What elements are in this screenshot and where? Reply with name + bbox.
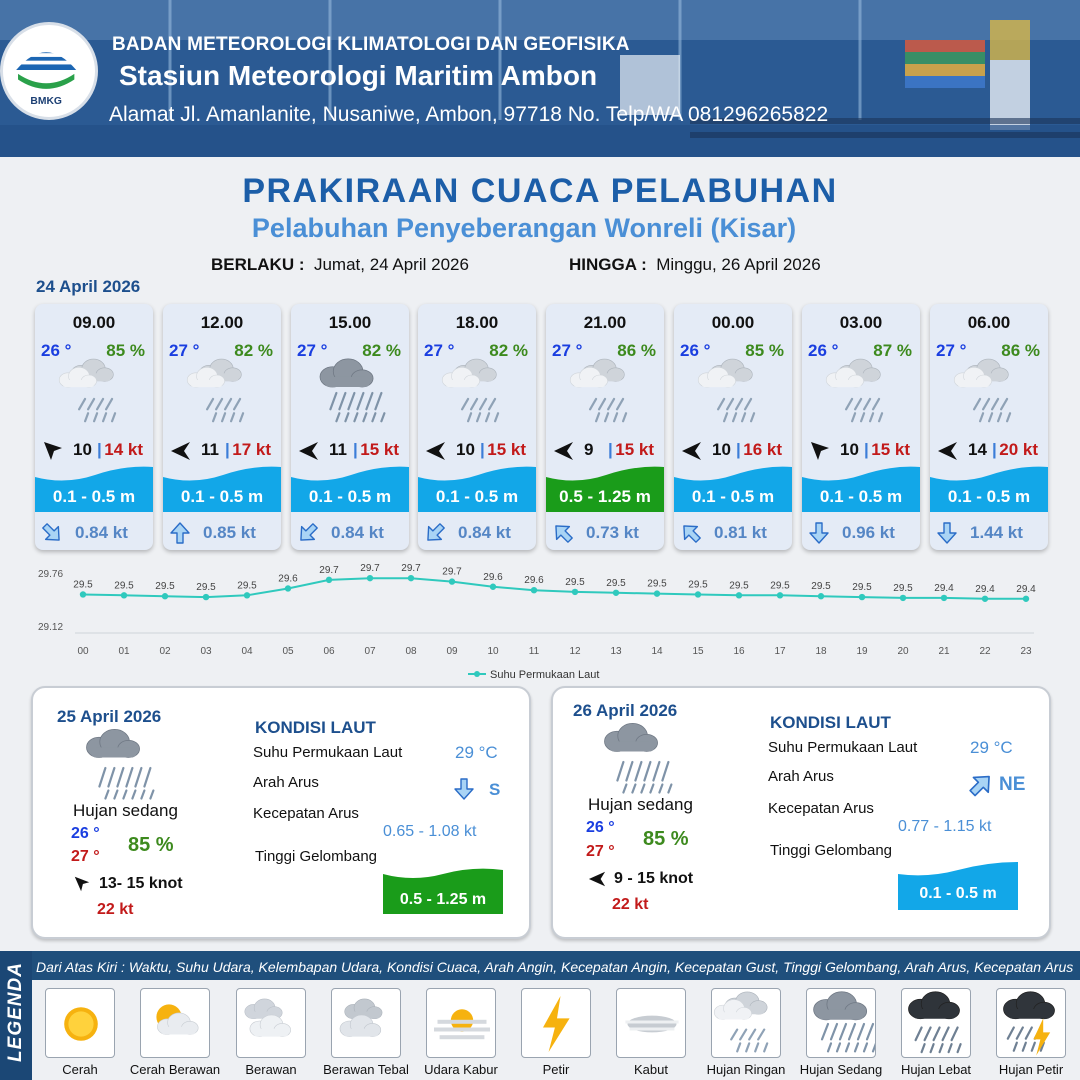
card-current-speed: 1.44 kt <box>970 523 1023 542</box>
x-tick-label: 13 <box>610 646 622 657</box>
card-wind <box>550 440 664 462</box>
legend-item-fog-icon <box>616 988 686 1058</box>
card-time: 00.00 <box>711 313 755 332</box>
wind-direction-icon <box>426 441 446 461</box>
rain-heavy-icon <box>902 989 971 1058</box>
data-point <box>203 594 209 600</box>
data-label: 29.7 <box>442 566 462 578</box>
card-wave-height: 0.1 - 0.5 m <box>435 487 519 506</box>
day3-wave-label: Tinggi Gelombang <box>770 842 893 859</box>
current-direction-icon <box>41 522 63 544</box>
card-wind-speed: 11 <box>201 440 219 459</box>
legend-item-label: Berawan <box>245 1062 297 1077</box>
day2-weather-icon <box>79 726 167 810</box>
card-wave-height: 0.5 - 1.25 m <box>559 487 651 506</box>
x-tick-label: 03 <box>200 646 212 657</box>
day3-temp-min: 26 ° <box>586 819 615 836</box>
card-humidity: 82 % <box>234 341 273 360</box>
data-point <box>121 592 127 598</box>
logo-text: BMKG <box>30 95 62 107</box>
day3-weather-icon <box>597 720 685 804</box>
card-separator: | <box>864 440 869 459</box>
data-label: 29.6 <box>524 575 544 587</box>
x-tick-label: 17 <box>774 646 786 657</box>
day3-current-speed-label: Kecepatan Arus <box>768 800 874 817</box>
day2-temp-max: 27 ° <box>71 848 100 865</box>
data-point <box>736 592 742 598</box>
x-tick-label: 08 <box>405 646 417 657</box>
day3-date: 26 April 2026 <box>573 701 678 720</box>
card-wind-speed: 11 <box>329 440 347 459</box>
card-gust: 15 kt <box>360 440 399 459</box>
day2-temp-min: 26 ° <box>71 825 100 842</box>
data-point <box>613 590 619 596</box>
current-direction-icon <box>936 522 958 544</box>
current-direction-icon <box>808 522 830 544</box>
card-temperature: 26 ° <box>680 341 711 360</box>
card-gust: 16 kt <box>743 440 782 459</box>
data-point <box>408 575 414 581</box>
card-temperature: 27 ° <box>169 341 200 360</box>
card-wave-height: 0.1 - 0.5 m <box>691 487 775 506</box>
card-wind-speed: 10 <box>73 440 92 459</box>
day3-gust: 22 kt <box>612 896 649 913</box>
data-point <box>367 575 373 581</box>
org-name: BADAN METEOROLOGI KLIMATOLOGI DAN GEOFISIKA <box>112 34 630 55</box>
card-current-speed: 0.84 kt <box>458 523 511 542</box>
page-title: PRAKIRAAN CUACA PELABUHAN <box>242 172 838 210</box>
card-wind <box>39 440 153 462</box>
card-current <box>546 516 664 550</box>
card-current <box>674 516 792 550</box>
sea-surface-temp-chart <box>30 560 1050 685</box>
card-wave-height: 0.1 - 0.5 m <box>52 487 136 506</box>
legend-item-label: Hujan Lebat <box>900 1062 972 1077</box>
rain-light-icon <box>952 356 1030 430</box>
forecast-card <box>802 304 920 550</box>
card-current <box>930 516 1048 550</box>
card-separator: | <box>736 440 741 459</box>
legend-item-label: Kabut <box>634 1062 668 1077</box>
day2-wave-label: Tinggi Gelombang <box>255 848 378 865</box>
x-tick-label: 20 <box>897 646 909 657</box>
legend-item-thunderstorm-icon <box>996 988 1066 1058</box>
day3-panel <box>551 686 1051 939</box>
card-gust: 14 kt <box>104 440 143 459</box>
card-separator: | <box>97 440 102 459</box>
x-tick-label: 01 <box>118 646 130 657</box>
card-separator: | <box>225 440 230 459</box>
day2-current-dir: S <box>489 780 501 799</box>
day3-sst-value: 29 °C <box>970 738 1013 757</box>
day3-wave-height: 0.1 - 0.5 m <box>919 885 997 902</box>
card-temperature: 27 ° <box>552 341 583 360</box>
data-label: 29.5 <box>770 580 790 592</box>
data-point <box>285 585 291 591</box>
x-tick-label: 16 <box>733 646 745 657</box>
current-direction-icon <box>552 522 574 544</box>
x-tick-label: 21 <box>938 646 950 657</box>
card-wind-speed: 10 <box>712 440 731 459</box>
card-time: 15.00 <box>328 313 372 332</box>
data-label: 29.5 <box>73 579 93 591</box>
wind-direction-icon <box>810 441 830 461</box>
station-name: Stasiun Meteorologi Maritim Ambon <box>119 60 598 91</box>
card-current-speed: 0.84 kt <box>331 523 384 542</box>
card-temperature: 27 ° <box>936 341 967 360</box>
data-label: 29.6 <box>278 573 298 585</box>
legend-series-name: Suhu Permukaan Laut <box>490 669 600 681</box>
day3-wind-speed: 9 - 15 knot <box>614 870 694 887</box>
sun-icon <box>46 989 115 1058</box>
card-current <box>418 516 536 550</box>
y-tick-label: 29.76 <box>38 569 64 580</box>
day3-wind-arrow-icon <box>588 870 606 888</box>
valid-to-label: HINGGA : <box>569 255 647 274</box>
x-tick-label: 05 <box>282 646 294 657</box>
card-gust: 15 kt <box>487 440 526 459</box>
rain-light-icon <box>57 356 135 430</box>
card-humidity: 86 % <box>1001 341 1040 360</box>
data-point <box>818 593 824 599</box>
wind-direction-icon <box>171 441 191 461</box>
forecast-card <box>291 304 409 550</box>
data-point <box>982 596 988 602</box>
day3-current-dir: NE <box>999 774 1026 795</box>
day3-sst-label: Suhu Permukaan Laut <box>768 739 918 756</box>
data-point <box>654 590 660 596</box>
card-current-speed: 0.81 kt <box>714 523 767 542</box>
day3-current-speed: 0.77 - 1.15 kt <box>898 818 992 835</box>
card-separator: | <box>353 440 358 459</box>
legend-item-label: Cerah <box>62 1062 98 1077</box>
rain-light-icon <box>696 356 774 430</box>
forecast-card <box>418 304 536 550</box>
day2-sst-value: 29 °C <box>455 743 498 762</box>
legend-item-label: Udara Kabur <box>424 1062 498 1077</box>
x-tick-label: 06 <box>323 646 335 657</box>
day2-current-dir-label: Arah Arus <box>253 774 319 791</box>
legend-item-sun-cloud-icon <box>140 988 210 1058</box>
valid-from <box>211 255 469 275</box>
legend-description: Dari Atas Kiri : Waktu, Suhu Udara, Kelembapan Udara, Kondisi Cuaca, Arah Angin, Kecepatan Angin, Kecepatan Gust, Tinggi Gelombang, Arah Arus, Kecepatan Arus <box>36 959 1074 975</box>
day2-panel <box>31 686 531 939</box>
day3-sea-title: KONDISI LAUT <box>770 713 891 732</box>
card-gust: 17 kt <box>232 440 271 459</box>
card-current-speed: 0.96 kt <box>842 523 895 542</box>
day2-current-speed-label: Kecepatan Arus <box>253 805 359 822</box>
data-label: 29.5 <box>893 582 913 594</box>
card-humidity: 85 % <box>106 341 145 360</box>
card-current-speed: 0.85 kt <box>203 523 256 542</box>
data-label: 29.7 <box>401 563 421 575</box>
cloudy-icon <box>237 989 306 1058</box>
x-tick-label: 09 <box>446 646 458 657</box>
day2-sea-title: KONDISI LAUT <box>255 718 376 737</box>
x-tick-label: 22 <box>979 646 991 657</box>
valid-from-value: Jumat, 24 April 2026 <box>313 255 469 274</box>
data-point <box>695 591 701 597</box>
day1-date: 24 April 2026 <box>36 277 141 296</box>
day2-wind-arrow-icon <box>73 875 91 893</box>
lightning-icon <box>522 989 591 1058</box>
series-line <box>83 578 1026 599</box>
legend-item-haze-icon <box>426 988 496 1058</box>
day2-current-speed: 0.65 - 1.08 kt <box>383 823 477 840</box>
day2-wind-speed: 13- 15 knot <box>99 875 183 892</box>
card-time: 12.00 <box>200 313 244 332</box>
card-wind <box>934 440 1048 462</box>
data-point <box>1023 596 1029 602</box>
card-temperature: 27 ° <box>424 341 455 360</box>
x-tick-label: 10 <box>487 646 499 657</box>
card-wave-height: 0.1 - 0.5 m <box>308 487 392 506</box>
card-time: 06.00 <box>967 313 1011 332</box>
forecast-card <box>546 304 664 550</box>
legend-item-label: Berawan Tebal <box>323 1062 409 1077</box>
card-wind-speed: 14 <box>968 440 987 459</box>
x-tick-label: 15 <box>692 646 704 657</box>
legend-item-label: Hujan Ringan <box>706 1062 786 1077</box>
legend-side <box>0 951 32 1080</box>
card-current-speed: 0.84 kt <box>75 523 128 542</box>
wind-direction-icon <box>554 441 574 461</box>
x-tick-label: 19 <box>856 646 868 657</box>
card-time: 09.00 <box>72 313 116 332</box>
day3-temp-max: 27 ° <box>586 843 615 860</box>
legend-item-sun-icon <box>45 988 115 1058</box>
legend-item-label: Petir <box>542 1062 570 1077</box>
legend-item-rain-heavy-icon <box>901 988 971 1058</box>
rain-light-icon <box>440 356 518 430</box>
day2-current-dir-icon <box>453 776 477 804</box>
data-label: 29.4 <box>975 583 995 595</box>
day3-humidity: 85 % <box>643 828 689 850</box>
card-wind <box>678 440 792 462</box>
rain-light-icon <box>185 356 263 430</box>
day3-condition: Hujan sedang <box>588 795 693 814</box>
valid-from-label: BERLAKU : <box>211 255 305 274</box>
card-humidity: 86 % <box>617 341 656 360</box>
rain-moderate-icon <box>313 356 391 430</box>
data-point <box>326 577 332 583</box>
data-label: 29.4 <box>1016 583 1036 595</box>
data-label: 29.5 <box>565 576 585 588</box>
card-time: 21.00 <box>583 313 627 332</box>
legend-item-lightning-icon <box>521 988 591 1058</box>
card-wind-speed: 9 <box>584 440 594 459</box>
legend-item-rain-moderate-icon <box>806 988 876 1058</box>
day2-date: 25 April 2026 <box>57 707 162 726</box>
data-point <box>490 584 496 590</box>
fog-icon <box>617 989 686 1058</box>
card-current <box>35 516 153 550</box>
thunderstorm-icon <box>997 989 1066 1058</box>
data-label: 29.7 <box>360 563 380 575</box>
x-tick-label: 07 <box>364 646 376 657</box>
data-label: 29.5 <box>688 579 708 591</box>
data-label: 29.5 <box>811 581 831 593</box>
legend-item-label: Hujan Sedang <box>799 1062 883 1077</box>
card-wave-height: 0.1 - 0.5 m <box>947 487 1031 506</box>
card-wind <box>167 440 281 462</box>
data-point <box>859 594 865 600</box>
day2-humidity: 85 % <box>128 834 174 856</box>
forecast-card <box>930 304 1048 550</box>
data-point <box>80 591 86 597</box>
x-tick-label: 12 <box>569 646 581 657</box>
current-direction-icon <box>297 522 319 544</box>
data-label: 29.4 <box>934 582 954 594</box>
x-tick-label: 14 <box>651 646 663 657</box>
bmkg-logo <box>0 22 98 120</box>
card-separator: | <box>480 440 485 459</box>
data-label: 29.5 <box>155 581 175 593</box>
rain-light-icon <box>824 356 902 430</box>
card-temperature: 26 ° <box>41 341 72 360</box>
card-humidity: 82 % <box>362 341 401 360</box>
data-label: 29.6 <box>483 571 503 583</box>
current-direction-icon <box>424 522 446 544</box>
data-label: 29.5 <box>114 580 134 592</box>
card-wind-speed: 10 <box>840 440 859 459</box>
data-label: 29.5 <box>237 580 257 592</box>
data-point <box>162 593 168 599</box>
wind-direction-icon <box>43 441 63 461</box>
current-direction-icon <box>169 522 191 544</box>
card-current-speed: 0.73 kt <box>586 523 639 542</box>
card-separator: | <box>992 440 997 459</box>
day2-gust: 22 kt <box>97 901 134 918</box>
valid-to-value: Minggu, 26 April 2026 <box>656 255 821 274</box>
data-point <box>531 587 537 593</box>
card-temperature: 26 ° <box>808 341 839 360</box>
card-current <box>802 516 920 550</box>
data-label: 29.5 <box>852 582 872 594</box>
wind-direction-icon <box>938 441 958 461</box>
card-time: 03.00 <box>839 313 883 332</box>
x-tick-label: 02 <box>159 646 171 657</box>
x-tick-label: 23 <box>1020 646 1032 657</box>
rain-light-icon <box>568 356 646 430</box>
wind-direction-icon <box>682 441 702 461</box>
data-point <box>572 589 578 595</box>
card-separator: | <box>608 440 613 459</box>
legend-item-overcast-icon <box>331 988 401 1058</box>
legend-title: LEGENDA <box>5 962 26 1062</box>
card-current <box>291 516 409 550</box>
haze-icon <box>427 989 496 1058</box>
card-wind <box>295 440 409 462</box>
wind-direction-icon <box>299 441 319 461</box>
card-current <box>163 516 281 550</box>
card-gust: 20 kt <box>999 440 1038 459</box>
day3-current-dir-label: Arah Arus <box>768 768 834 785</box>
data-label: 29.5 <box>729 580 749 592</box>
card-wave-height: 0.1 - 0.5 m <box>180 487 264 506</box>
y-tick-label: 29.12 <box>38 622 64 633</box>
card-time: 18.00 <box>455 313 499 332</box>
page-subtitle: Pelabuhan Penyeberangan Wonreli (Kisar) <box>251 213 797 243</box>
card-temperature: 27 ° <box>297 341 328 360</box>
card-wind <box>806 440 920 462</box>
day2-condition: Hujan sedang <box>73 801 178 820</box>
valid-to <box>569 255 821 275</box>
x-tick-label: 00 <box>77 646 89 657</box>
day2-sst-label: Suhu Permukaan Laut <box>253 744 403 761</box>
card-humidity: 82 % <box>489 341 528 360</box>
card-gust: 15 kt <box>615 440 654 459</box>
card-wind-speed: 10 <box>456 440 475 459</box>
data-label: 29.5 <box>196 582 216 594</box>
card-humidity: 87 % <box>873 341 912 360</box>
data-label: 29.5 <box>647 578 667 590</box>
data-point <box>449 578 455 584</box>
legend-item-label: Cerah Berawan <box>129 1062 221 1077</box>
rain-moderate-icon <box>807 989 876 1058</box>
station-address: Alamat Jl. Amanlanite, Nusaniwe, Ambon, 97718 No. Telp/WA 081296265822 <box>109 103 829 126</box>
card-gust: 15 kt <box>871 440 910 459</box>
legend-item-label: Hujan Petir <box>998 1062 1064 1077</box>
forecast-card <box>35 304 153 550</box>
current-direction-icon <box>680 522 702 544</box>
data-label: 29.7 <box>319 564 339 576</box>
day3-current-dir-icon <box>968 772 996 800</box>
legend-item-cloudy-icon <box>236 988 306 1058</box>
forecast-card <box>674 304 792 550</box>
sun-cloud-icon <box>141 989 210 1058</box>
legend-item-rain-light-icon <box>711 988 781 1058</box>
legend-swatch-dot <box>474 671 480 677</box>
data-point <box>941 595 947 601</box>
forecast-card <box>163 304 281 550</box>
card-wave-height: 0.1 - 0.5 m <box>819 487 903 506</box>
data-point <box>900 595 906 601</box>
x-tick-label: 04 <box>241 646 253 657</box>
x-tick-label: 18 <box>815 646 827 657</box>
data-point <box>244 592 250 598</box>
data-label: 29.5 <box>606 577 626 589</box>
x-tick-label: 11 <box>528 646 540 657</box>
overcast-icon <box>332 989 401 1058</box>
card-wind <box>422 440 536 462</box>
rain-light-icon <box>712 989 781 1058</box>
day2-wave-height: 0.5 - 1.25 m <box>399 891 487 908</box>
card-humidity: 85 % <box>745 341 784 360</box>
data-point <box>777 592 783 598</box>
